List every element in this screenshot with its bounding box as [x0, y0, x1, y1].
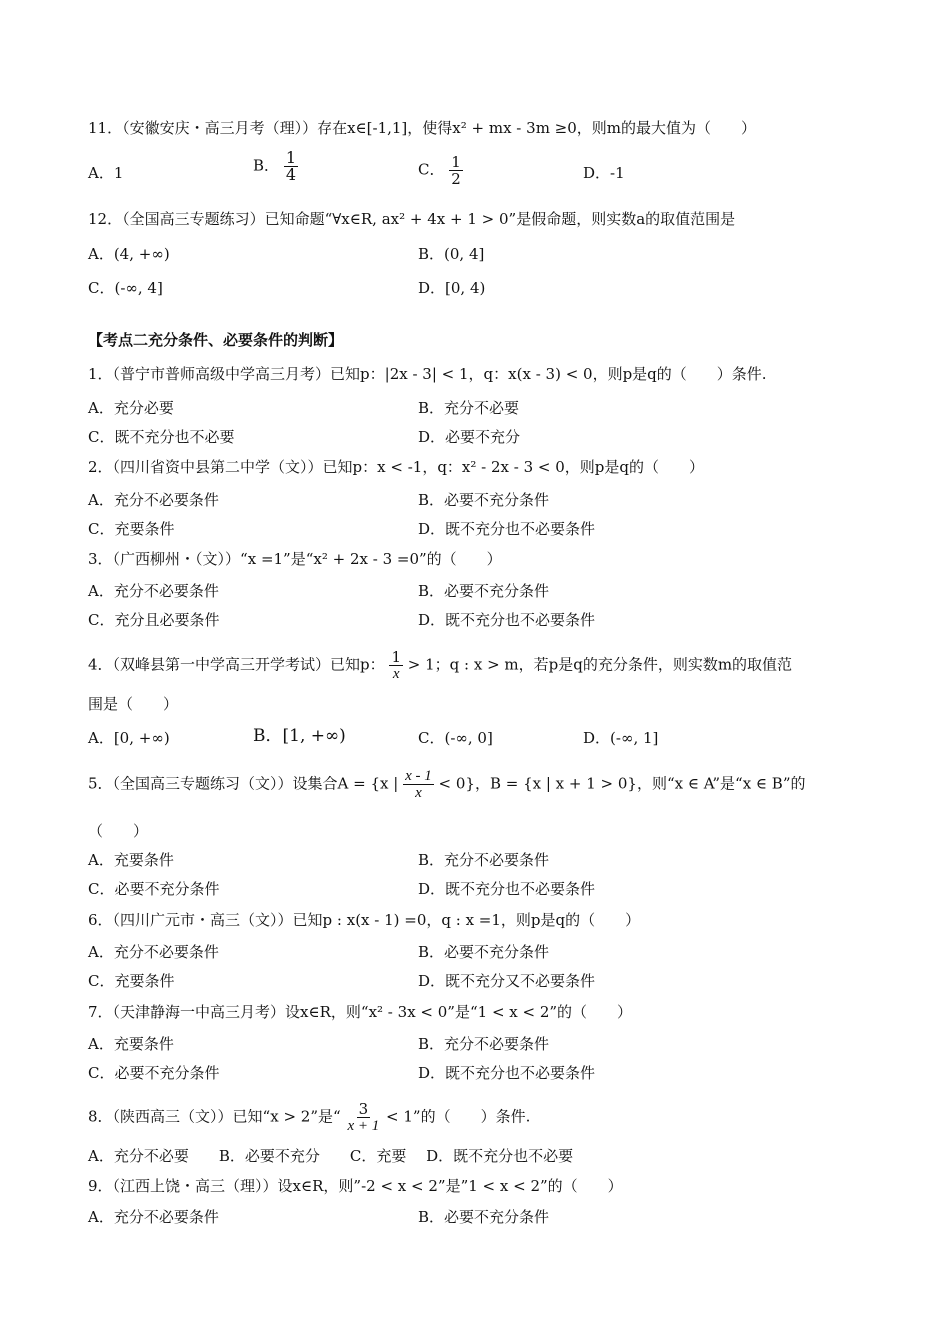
p7-option-d: D．既不充分也不必要条件 — [418, 1064, 596, 1082]
p8-stem-fraction — [345, 1101, 381, 1134]
fraction-numerator: 1 — [285, 148, 296, 167]
q11-option-b-fraction — [284, 150, 298, 183]
p8-options: A．充分不必要 B．必要不充分 C．充要 D．既不充分也不必要 — [88, 1147, 574, 1165]
p5-stem-fraction — [403, 768, 434, 801]
problem-5-stem-continued: （ ） — [88, 822, 149, 840]
p3-option-b: B．必要不充分条件 — [418, 582, 550, 600]
fraction-denominator: 4 — [285, 165, 296, 184]
q11-option-c-label: C． — [418, 160, 445, 179]
p7-option-a: A．充要条件 — [88, 1035, 174, 1053]
p2-option-c: C．充要条件 — [88, 520, 175, 538]
p4-stem-pre: 4．（双峰县第一中学高三开学考试）已知p： — [88, 655, 385, 674]
problem-4-stem-continued: 围是（ ） — [88, 695, 179, 713]
p4-stem-fraction — [389, 649, 403, 682]
p5-stem-post: < 0}，B = {x | x + 1 > 0}，则“x ∈ A”是“x ∈ B”的 — [438, 774, 806, 793]
p2-option-a: A．充分不必要条件 — [88, 491, 219, 509]
q11-option-d: D．-1 — [583, 164, 625, 182]
p7-option-c: C．必要不充分条件 — [88, 1064, 220, 1082]
q12-option-d: D．[0, 4) — [418, 279, 486, 297]
problem-4-stem — [88, 649, 792, 682]
p8-stem-post: < 1”的（ ）条件. — [386, 1107, 531, 1126]
question-11-stem: 11．（安徽安庆・高三月考（理））存在x∈[-1,1]，使得x² + mx - 3m ≥0，则m的最大值为（ ） — [88, 119, 757, 137]
q11-option-b-label: B． — [253, 156, 280, 175]
problem-8-stem — [88, 1101, 530, 1134]
p3-option-c: C．充分且必要条件 — [88, 611, 220, 629]
p4-option-b: B．[1, +∞) — [253, 726, 346, 746]
p1-option-c: C．既不充分也不必要 — [88, 428, 235, 446]
q11-option-c — [418, 154, 463, 187]
fraction-numerator: 1 — [451, 153, 461, 171]
p9-option-b: B．必要不充分条件 — [418, 1208, 550, 1226]
p4-option-a: A．[0, +∞) — [88, 729, 170, 747]
fraction-denominator: x — [415, 785, 422, 801]
p8-stem-pre: 8．（陕西高三（文））已知“x > 2”是“ — [88, 1107, 341, 1126]
problem-9-stem: 9．（江西上饶・高三（理））设x∈R，则”-2 < x < 2”是”1 < x < 2”的（ ） — [88, 1177, 623, 1195]
fraction-denominator: 2 — [451, 170, 461, 188]
p4-stem-post: > 1；q : x > m，若p是q的充分条件，则实数m的取值范 — [407, 655, 793, 674]
p1-option-d: D．必要不充分 — [418, 428, 521, 446]
p3-option-d: D．既不充分也不必要条件 — [418, 611, 596, 629]
q11-option-b — [253, 150, 298, 183]
q12-option-a: A．(4, +∞) — [88, 245, 170, 263]
p4-option-c: C．(-∞, 0] — [418, 729, 493, 747]
problem-2-stem: 2．（四川省资中县第二中学（文））已知p：x < -1，q：x² - 2x - 3 < 0，则p是q的（ ） — [88, 458, 705, 476]
fraction-numerator: 3 — [358, 1100, 369, 1118]
problem-5-stem — [88, 768, 806, 801]
p3-option-a: A．充分不必要条件 — [88, 582, 219, 600]
q12-option-c: C．(-∞, 4] — [88, 279, 163, 297]
p1-option-b: B．充分不必要 — [418, 399, 520, 417]
p5-option-c: C．必要不充分条件 — [88, 880, 220, 898]
p5-option-b: B．充分不必要条件 — [418, 851, 550, 869]
p5-option-a: A．充要条件 — [88, 851, 174, 869]
p5-stem-pre: 5．（全国高三专题练习（文））设集合A = {x | — [88, 774, 399, 793]
fraction-numerator: 1 — [391, 648, 401, 666]
p4-option-d: D．(-∞, 1] — [583, 729, 659, 747]
p1-option-a: A．充分必要 — [88, 399, 174, 417]
question-12-stem: 12．（全国高三专题练习）已知命题“∀x∈R, ax² + 4x + 1 > 0”是假命题，则实数a的取值范围是 — [88, 210, 736, 228]
q11-option-a: A．1 — [88, 164, 124, 182]
p2-option-b: B．必要不充分条件 — [418, 491, 550, 509]
problem-6-stem: 6．（四川广元市・高三（文））已知p : x(x - 1) =0，q : x =1，则p是q的（ ） — [88, 911, 641, 929]
p6-option-c: C．充要条件 — [88, 972, 175, 990]
p6-option-d: D．既不充分又不必要条件 — [418, 972, 596, 990]
problem-1-stem: 1．（普宁市普师高级中学高三月考）已知p：|2x - 3| < 1，q：x(x - 3) < 0，则p是q的（ ）条件. — [88, 365, 767, 383]
fraction-denominator: x — [392, 666, 400, 682]
fraction-numerator: x - 1 — [405, 768, 432, 784]
p2-option-d: D．既不充分也不必要条件 — [418, 520, 596, 538]
p9-option-a: A．充分不必要条件 — [88, 1208, 219, 1226]
p7-option-b: B．充分不必要条件 — [418, 1035, 550, 1053]
p6-option-b: B．必要不充分条件 — [418, 943, 550, 961]
q11-option-c-fraction — [449, 154, 463, 187]
fraction-denominator: x + 1 — [347, 1118, 380, 1134]
problem-7-stem: 7．（天津静海一中高三月考）设x∈R，则“x² - 3x < 0”是“1 < x < 2”的（ ） — [88, 1003, 633, 1021]
q12-option-b: B．(0, 4] — [418, 245, 485, 263]
p5-option-d: D．既不充分也不必要条件 — [418, 880, 596, 898]
section-title: 【考点二充分条件、必要条件的判断】 — [88, 331, 344, 349]
p6-option-a: A．充分不必要条件 — [88, 943, 219, 961]
problem-3-stem: 3．（广西柳州・（文））“x =1”是“x² + 2x - 3 =0”的（ ） — [88, 550, 502, 568]
